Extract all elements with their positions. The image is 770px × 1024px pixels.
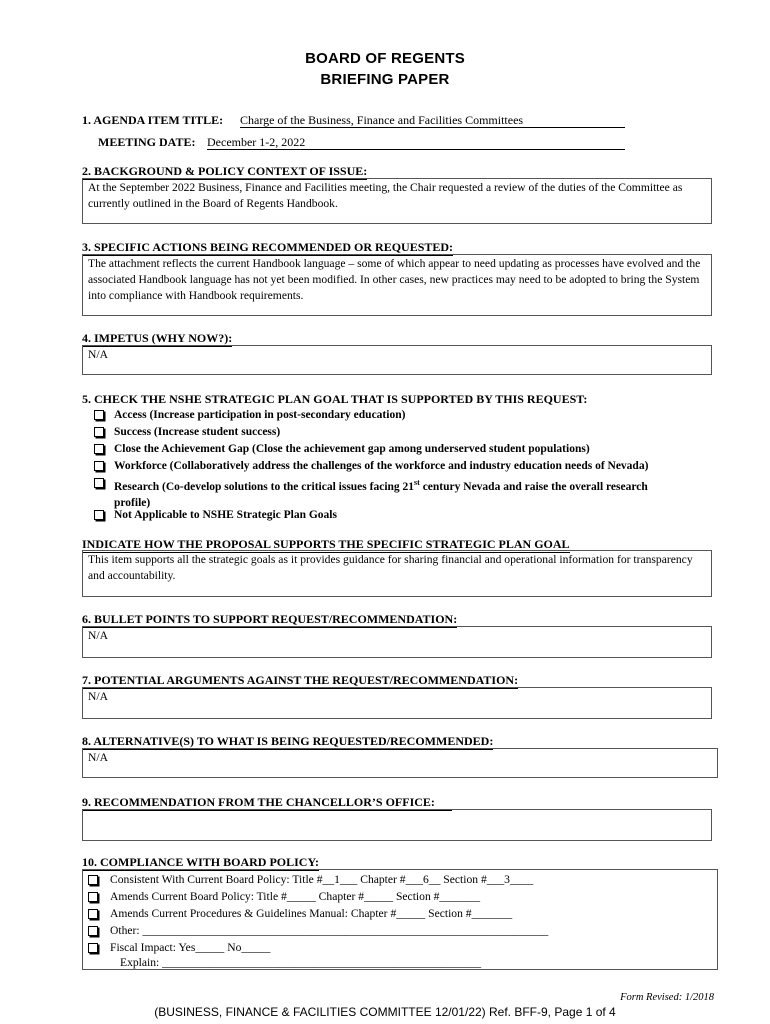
goal-research-label: Research (Co-develop solutions to the critical issues facing 21 — [114, 480, 415, 493]
compliance-section-label: 10. COMPLIANCE WITH BOARD POLICY: — [82, 855, 320, 869]
form-revised-note: Form Revised: 1/2018 — [620, 992, 714, 1003]
agenda-item-label: 1. AGENDA ITEM TITLE: — [82, 113, 224, 127]
checkbox-icon[interactable] — [94, 444, 104, 454]
recommendation-section-label: 9. RECOMMENDATION FROM THE CHANCELLOR’S OFFICE: — [82, 795, 452, 811]
meeting-date-value: December 1-2, 2022 — [207, 135, 625, 150]
strategic-plan-section-label: 5. CHECK THE NSHE STRATEGIC PLAN GOAL THAT IS SUPPORTED BY THIS REQUEST: — [82, 392, 588, 406]
checkbox-icon[interactable] — [88, 909, 98, 919]
background-section-label: 2. BACKGROUND & POLICY CONTEXT OF ISSUE: — [82, 164, 368, 178]
checkbox-icon[interactable] — [88, 875, 98, 885]
compliance-amends-policy[interactable]: Amends Current Board Policy: Title #_____ Chapter #_____ Section #_______ — [88, 889, 480, 905]
checkbox-icon[interactable] — [94, 461, 104, 471]
checkbox-icon[interactable] — [94, 427, 104, 437]
alternatives-section-label: 8. ALTERNATIVE(S) TO WHAT IS BEING REQUESTED/RECOMMENDED: — [82, 734, 494, 748]
impetus-section-label: 4. IMPETUS (WHY NOW?): — [82, 331, 233, 345]
page-footer: (BUSINESS, FINANCE & FACILITIES COMMITTEE 12/01/22) Ref. BFF-9, Page 1 of 4 — [154, 1005, 616, 1019]
goal-access[interactable]: Access (Increase participation in post-secondary education) — [94, 407, 714, 423]
bullet-points-text-box: N/A — [82, 626, 712, 658]
arguments-section-label: 7. POTENTIAL ARGUMENTS AGAINST THE REQUEST/RECOMMENDATION: — [82, 673, 519, 687]
indicate-text-box: This item supports all the strategic goals as it provides guidance for sharing financial and operational information for transparency and accountability. — [82, 550, 712, 597]
compliance-fiscal-impact[interactable]: Fiscal Impact: Yes_____ No_____ — [88, 940, 270, 956]
compliance-other[interactable]: Other: ______________________________________________________________________ — [88, 923, 548, 939]
impetus-text-box: N/A — [82, 345, 712, 375]
recommendation-text-box — [82, 809, 712, 841]
actions-section-label: 3. SPECIFIC ACTIONS BEING RECOMMENDED OR REQUESTED: — [82, 240, 454, 254]
checkbox-icon[interactable] — [88, 926, 98, 936]
bullet-points-section-label: 6. BULLET POINTS TO SUPPORT REQUEST/RECOMMENDATION: — [82, 612, 458, 626]
checkbox-icon[interactable] — [88, 892, 98, 902]
background-text-box: At the September 2022 Business, Finance and Facilities meeting, the Chair requested a review of the duties of the Committee as currently outlined in the Board of Regents Handbook. — [82, 178, 712, 224]
document-title: BOARD OF REGENTS — [305, 50, 465, 67]
checkbox-icon[interactable] — [94, 510, 104, 520]
goal-workforce[interactable]: Workforce (Collaboratively address the challenges of the workforce and industry education needs of Nevada) — [94, 458, 734, 474]
agenda-item-value: Charge of the Business, Finance and Facilities Committees — [240, 113, 625, 128]
document-subtitle: BRIEFING PAPER — [320, 71, 450, 88]
checkbox-icon[interactable] — [88, 943, 98, 953]
goal-research[interactable] — [94, 475, 674, 511]
indicate-section-label: INDICATE HOW THE PROPOSAL SUPPORTS THE SPECIFIC STRATEGIC PLAN GOAL — [82, 537, 570, 551]
goal-not-applicable[interactable]: Not Applicable to NSHE Strategic Plan Goals — [94, 507, 714, 523]
meeting-date-label: MEETING DATE: — [98, 135, 196, 149]
compliance-consistent[interactable]: Consistent With Current Board Policy: Title #__1___ Chapter #___6__ Section #___3____ — [88, 872, 533, 888]
arguments-text-box: N/A — [82, 687, 712, 719]
checkbox-icon[interactable] — [94, 478, 104, 488]
checkbox-icon[interactable] — [94, 410, 104, 420]
alternatives-text-box: N/A — [82, 748, 718, 778]
compliance-amends-procedures[interactable]: Amends Current Procedures & Guidelines Manual: Chapter #_____ Section #_______ — [88, 906, 512, 922]
goal-achievement-gap[interactable]: Close the Achievement Gap (Close the achievement gap among underserved student populations) — [94, 441, 714, 457]
ordinal-suffix: st — [414, 478, 420, 487]
goal-research-label-rest: century Nevada and raise the overall research profile) — [114, 480, 648, 509]
compliance-explain: Explain: _______________________________________________________ — [120, 956, 482, 969]
actions-text-box: The attachment reflects the current Handbook language – some of which appear to need updating as processes have evolved and the associated Handbook language has not yet been modified. In other cases, new practices may need to be adopted to bring the System into compliance with Handbook requirements. — [82, 254, 712, 316]
goal-success[interactable]: Success (Increase student success) — [94, 424, 714, 440]
